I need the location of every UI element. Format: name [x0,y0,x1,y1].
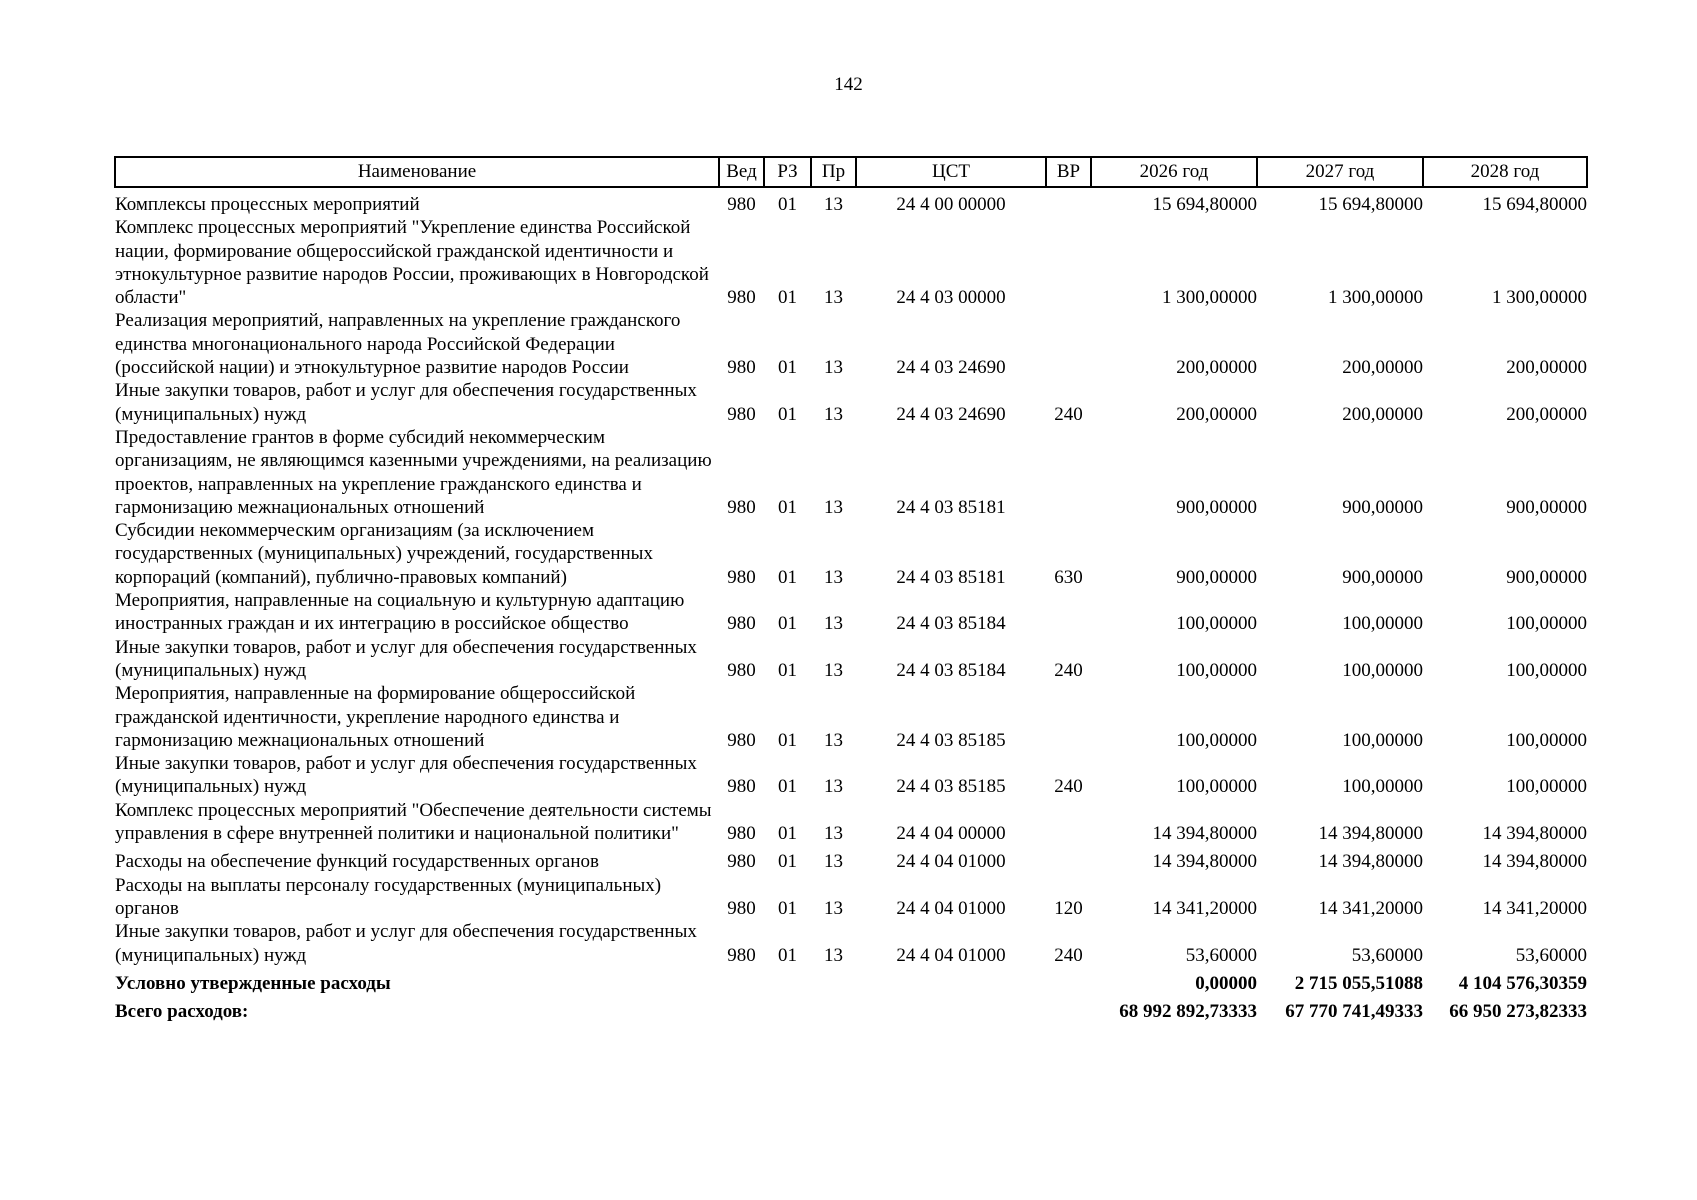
row-2026: 14 394,80000 [1152,851,1257,873]
row-pr: 13 [824,659,843,681]
row-rz: 01 [778,357,797,379]
row-cst: 24 4 04 01000 [896,851,1006,873]
row-vr: 240 [1054,776,1083,798]
row-vr [1046,187,1091,216]
row-2026: 0,00000 [1195,972,1257,994]
row-rz [764,995,811,1023]
row-2028: 15 694,80000 [1482,194,1587,215]
row-2027: 100,00000 [1342,659,1423,681]
row-2026: 900,00000 [1176,496,1257,518]
row-2027: 67 770 741,49333 [1285,1001,1423,1023]
row-vr [1046,995,1091,1023]
row-ved: 980 [727,823,756,845]
row-2028: 14 394,80000 [1482,851,1587,873]
row-name: Иные закупки товаров, работ и услуг для обеспечения государственных (муниципальных) нужд [115,636,697,681]
row-ved: 980 [727,496,756,518]
row-vr [1046,589,1091,636]
table-row [115,752,1587,799]
row-cst: 24 4 04 01000 [896,897,1006,919]
row-2026: 15 694,80000 [1152,194,1257,215]
table-row [115,682,1587,752]
row-2028: 1 300,00000 [1492,287,1587,309]
table-row-total [115,995,1587,1023]
row-rz: 01 [778,729,797,751]
row-name: Предоставление грантов в форме субсидий некоммерческим организациям, не являющимся казенными учреждениями, на реализацию проектов, направленных на укрепление гражданского единства и гармонизацию межнациональных отношений [115,426,712,518]
row-rz: 01 [778,566,797,588]
row-2027: 14 341,20000 [1318,897,1423,919]
row-2027: 100,00000 [1342,729,1423,751]
row-pr: 13 [824,403,843,425]
row-rz: 01 [778,496,797,518]
row-2026: 100,00000 [1176,729,1257,751]
row-2026: 14 341,20000 [1152,897,1257,919]
row-name: Реализация мероприятий, направленных на укрепление гражданского единства многонационального народа Российской Федерации (российской нации) и этнокультурное развитие народов России [115,310,681,379]
table-row [115,216,1587,309]
header-vr: ВР [1046,157,1091,187]
table-row [115,874,1587,921]
row-name: Мероприятия, направленные на формирование общероссийской гражданской идентичности, укрепление народного единства и гармонизацию межнациональных отношений [115,683,636,751]
table-row [115,845,1587,873]
row-cst: 24 4 04 01000 [896,944,1006,966]
row-2028: 100,00000 [1506,729,1587,751]
row-2028: 100,00000 [1506,659,1587,681]
row-2026: 100,00000 [1176,659,1257,681]
row-cst: 24 4 03 85181 [896,566,1006,588]
row-2028: 900,00000 [1506,566,1587,588]
table-row [115,636,1587,683]
row-2028: 53,60000 [1515,944,1587,966]
row-cst: 24 4 00 00000 [896,194,1006,215]
row-2027: 14 394,80000 [1318,823,1423,845]
row-ved: 980 [727,729,756,751]
row-2027: 53,60000 [1351,944,1423,966]
row-cst: 24 4 03 24690 [896,403,1006,425]
row-vr [1046,309,1091,379]
row-ved: 980 [727,287,756,309]
row-name: Расходы на обеспечение функций государственных органов [115,851,599,873]
row-cst: 24 4 04 00000 [896,823,1006,845]
row-pr: 13 [824,357,843,379]
row-2026: 900,00000 [1176,566,1257,588]
row-pr: 13 [824,287,843,309]
row-2028: 100,00000 [1506,613,1587,635]
row-2026: 200,00000 [1176,403,1257,425]
row-ved: 980 [727,776,756,798]
row-2026: 1 300,00000 [1162,287,1257,309]
row-name: Субсидии некоммерческим организациям (за исключением государственных (муниципальных) учреждений, государственных корпораций (компаний), публично-правовых компаний) [115,520,653,588]
row-2028: 66 950 273,82333 [1449,1001,1587,1023]
row-pr: 13 [824,897,843,919]
row-cst: 24 4 03 24690 [896,357,1006,379]
row-rz [764,967,811,995]
row-2027: 15 694,80000 [1318,194,1423,215]
table-header-row [115,157,1587,187]
row-cst: 24 4 03 85184 [896,613,1006,635]
row-name: Всего расходов: [115,1001,249,1023]
page-number: 142 [834,74,863,95]
row-name: Мероприятия, направленные на социальную и культурную адаптацию иностранных граждан и их интеграцию в российское общество [115,590,685,635]
row-rz: 01 [778,659,797,681]
row-vr: 240 [1054,659,1083,681]
row-vr [1046,426,1091,519]
row-ved: 980 [727,659,756,681]
row-rz: 01 [778,944,797,966]
row-2027: 100,00000 [1342,776,1423,798]
row-2026: 100,00000 [1176,776,1257,798]
table-row [115,519,1587,589]
table-row [115,799,1587,846]
row-ved: 980 [727,566,756,588]
budget-table [114,156,1588,1023]
row-pr: 13 [824,496,843,518]
row-pr: 13 [824,566,843,588]
row-pr: 13 [824,851,843,873]
row-pr: 13 [824,729,843,751]
row-2027: 1 300,00000 [1328,287,1423,309]
row-name: Условно утвержденные расходы [115,972,391,994]
row-cst [856,995,1046,1023]
row-rz: 01 [778,403,797,425]
row-name: Иные закупки товаров, работ и услуг для обеспечения государственных (муниципальных) нужд [115,921,697,966]
header-2026: 2026 год [1091,157,1257,187]
row-pr [811,967,856,995]
row-2026: 68 992 892,73333 [1119,1001,1257,1023]
header-pr: Пр [811,157,856,187]
row-vr [1046,682,1091,752]
header-rz: РЗ [764,157,811,187]
row-ved: 980 [727,897,756,919]
row-2027: 200,00000 [1342,403,1423,425]
row-2028: 900,00000 [1506,496,1587,518]
row-2027: 900,00000 [1342,566,1423,588]
row-name: Комплекс процессных мероприятий "Укрепление единства Российской нации, формирование общероссийской гражданской идентичности и этнокультурное развитие народов России, проживающих в Новгородской области" [115,217,709,309]
row-2026: 100,00000 [1176,613,1257,635]
row-2028: 4 104 576,30359 [1458,972,1587,994]
row-vr: 120 [1054,897,1083,919]
row-2027: 200,00000 [1342,357,1423,379]
header-2027: 2027 год [1257,157,1423,187]
row-vr [1046,216,1091,309]
table-row [115,379,1587,426]
row-pr: 13 [824,194,843,215]
row-2027: 100,00000 [1342,613,1423,635]
row-ved: 980 [727,851,756,873]
row-name: Комплекс процессных мероприятий "Обеспечение деятельности системы управления в сфере внутренней политики и национальной политики" [115,799,712,845]
table-row [115,426,1587,519]
table-row [115,920,1587,967]
row-name: Расходы на выплаты персоналу государственных (муниципальных) органов [115,874,662,919]
table-row [115,187,1587,216]
row-cst: 24 4 03 85185 [896,729,1006,751]
row-rz: 01 [778,613,797,635]
row-cst: 24 4 03 85185 [896,776,1006,798]
table-row [115,589,1587,636]
row-vr [1046,845,1091,873]
row-rz: 01 [778,194,797,215]
row-ved: 980 [727,403,756,425]
row-pr: 13 [824,613,843,635]
row-name: Иные закупки товаров, работ и услуг для обеспечения государственных (муниципальных) нужд [115,753,697,798]
header-name: Наименование [115,157,719,187]
header-cst: ЦСТ [856,157,1046,187]
row-vr: 240 [1054,403,1083,425]
row-ved: 980 [727,194,756,215]
row-2028: 14 394,80000 [1482,823,1587,845]
row-2027: 2 715 055,51088 [1294,972,1423,994]
row-ved: 980 [727,357,756,379]
row-ved: 980 [727,944,756,966]
row-2028: 100,00000 [1506,776,1587,798]
row-cst: 24 4 03 85184 [896,659,1006,681]
row-rz: 01 [778,776,797,798]
row-rz: 01 [778,851,797,873]
row-2027: 14 394,80000 [1318,851,1423,873]
row-2026: 14 394,80000 [1152,823,1257,845]
row-ved [719,995,764,1023]
row-ved [719,967,764,995]
row-rz: 01 [778,823,797,845]
header-ved: Вед [719,157,764,187]
table-row-conditional-expenses [115,967,1587,995]
row-cst [856,967,1046,995]
row-pr: 13 [824,776,843,798]
row-name: Иные закупки товаров, работ и услуг для обеспечения государственных (муниципальных) нужд [115,380,697,425]
row-2028: 14 341,20000 [1482,897,1587,919]
row-rz: 01 [778,287,797,309]
row-2028: 200,00000 [1506,403,1587,425]
row-2027: 900,00000 [1342,496,1423,518]
row-2026: 53,60000 [1185,944,1257,966]
row-vr: 630 [1054,566,1083,588]
row-rz: 01 [778,897,797,919]
row-vr [1046,967,1091,995]
row-cst: 24 4 03 85181 [896,496,1006,518]
header-2028: 2028 год [1423,157,1587,187]
row-ved: 980 [727,613,756,635]
row-vr [1046,799,1091,846]
row-vr: 240 [1054,944,1083,966]
row-2028: 200,00000 [1506,357,1587,379]
row-name: Комплексы процессных мероприятий [115,194,420,215]
row-pr [811,995,856,1023]
row-pr: 13 [824,944,843,966]
row-2026: 200,00000 [1176,357,1257,379]
row-pr: 13 [824,823,843,845]
table-row [115,309,1587,379]
row-cst: 24 4 03 00000 [896,287,1006,309]
